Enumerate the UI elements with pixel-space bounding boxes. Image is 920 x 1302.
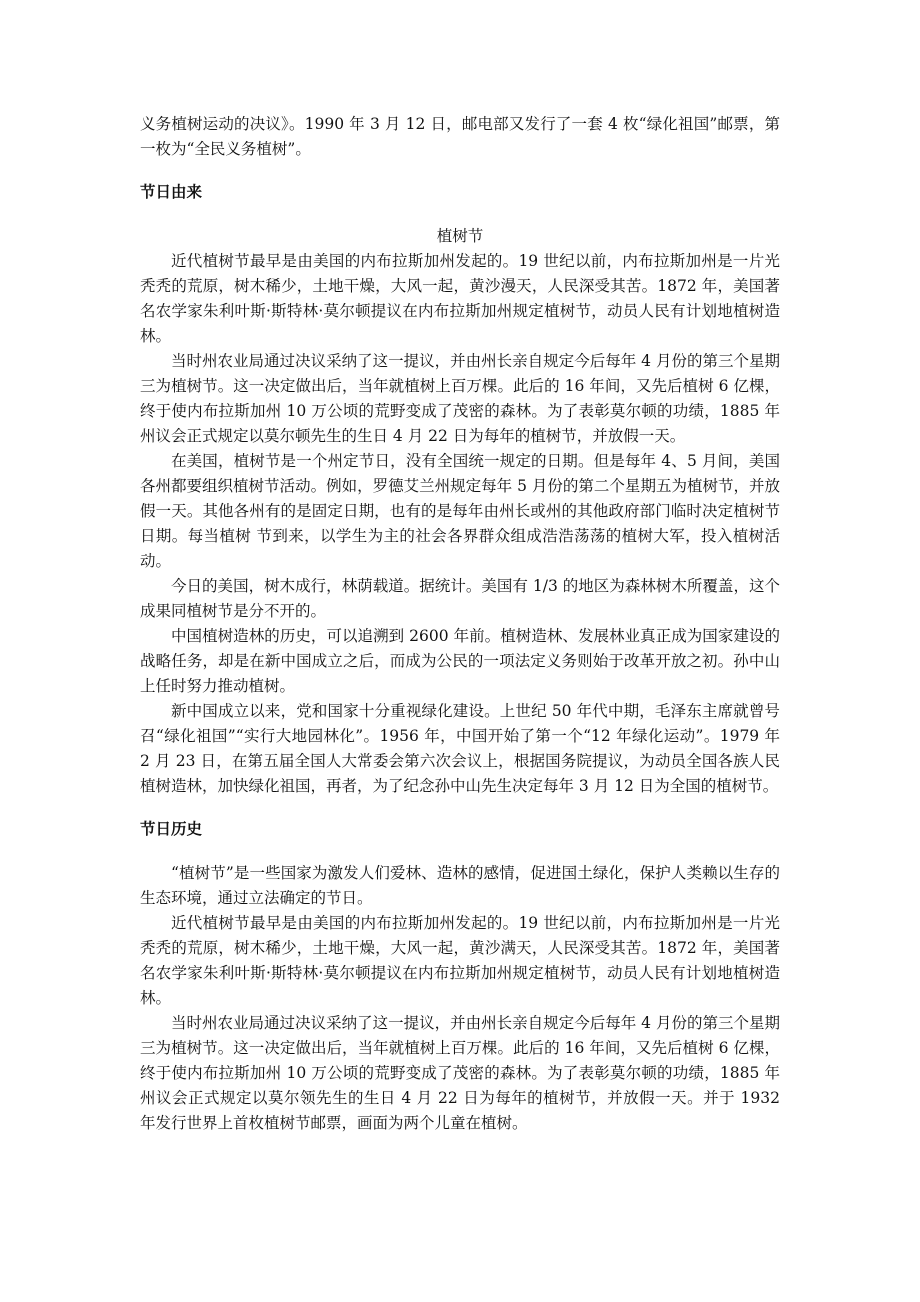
origin-paragraph-5: 中国植树造林的历史，可以追溯到 2600 年前。植树造林、发展林业真正成为国家建设的战略任务，却是在新中国成立之后，而成为公民的一项法定义务则始于改革开放之初。孙中山上任时努力推动植树。	[140, 627, 780, 695]
section-heading-origin: 节日由来	[140, 183, 203, 201]
history-paragraph-2: 近代植树节最早是由美国的内布拉斯加州发起的。19 世纪以前，内布拉斯加州是一片光秃秃的荒原，树木稀少，土地干燥，大风一起，黄沙满天，人民深受其苦。1872 年，美国著名农学家朱利叶斯·斯特林·莫尔顿提议在内布拉斯加州规定植树节，动员人民有计划地植树造林。	[140, 914, 780, 1007]
origin-paragraph-4: 今日的美国，树木成行，林荫载道。据统计。美国有 1/3 的地区为森林树木所覆盖，这个成果同植树节是分不开的。	[140, 577, 780, 620]
document-page	[140, 112, 780, 1136]
intro-paragraph: 义务植树运动的决议》。1990 年 3 月 12 日，邮电部又发行了一套 4 枚“绿化祖国”邮票，第一枚为“全民义务植树”。	[140, 115, 780, 158]
origin-paragraph-6: 新中国成立以来，党和国家十分重视绿化建设。上世纪 50 年代中期，毛泽东主席就曾号召“绿化祖国”“实行大地园林化”。1956 年，中国开始了第一个“12 年绿化运动”。1979 年 2 月 23 日，在第五届全国人大常委会第六次会议上，根据国务院提议，为动员全国各族人民植树造林，加快绿化祖国，再者，为了纪念孙中山先生决定每年 3 月 12 日为全国的植树节。	[140, 702, 780, 795]
section-subtitle: 植树节	[436, 227, 484, 245]
origin-paragraph-1: 近代植树节最早是由美国的内布拉斯加州发起的。19 世纪以前，内布拉斯加州是一片光秃秃的荒原，树木稀少，土地干燥，大风一起，黄沙漫天，人民深受其苦。1872 年，美国著名农学家朱利叶斯·斯特林·莫尔顿提议在内布拉斯加州规定植树节，动员人民有计划地植树造林。	[140, 252, 780, 345]
history-paragraph-3: 当时州农业局通过决议采纳了这一提议，并由州长亲自规定今后每年 4 月份的第三个星期三为植树节。这一决定做出后，当年就植树上百万棵。此后的 16 年间，又先后植树 6 亿棵，终于使内布拉斯加州 10 万公顷的荒野变成了茂密的森林。为了表彰莫尔顿的功绩，1885 年州议会正式规定以莫尔领先生的生日 4 月 22 日为每年的植树节，并放假一天。并于 1932 年发行世界上首枚植树节邮票，画面为两个儿童在植树。	[140, 1014, 780, 1132]
history-paragraph-1: “植树节”是一些国家为激发人们爱林、造林的感情，促进国土绿化，保护人类赖以生存的生态环境，通过立法确定的节日。	[140, 864, 780, 907]
origin-paragraph-2: 当时州农业局通过决议采纳了这一提议，并由州长亲自规定今后每年 4 月份的第三个星期三为植树节。这一决定做出后，当年就植树上百万棵。此后的 16 年间，又先后植树 6 亿棵，终于使内布拉斯加州 10 万公顷的荒野变成了茂密的森林。为了表彰莫尔顿的功绩，1885 年州议会正式规定以莫尔顿先生的生日 4 月 22 日为每年的植树节，并放假一天。	[140, 352, 780, 445]
origin-paragraph-3: 在美国，植树节是一个州定节日，没有全国统一规定的日期。但是每年 4、5 月间，美国各州都要组织植树节活动。例如，罗德艾兰州规定每年 5 月份的第二个星期五为植树节，并放假一天。其他各州有的是固定日期，也有的是每年由州长或州的其他政府部门临时决定植树节日期。每当植树 节到来，以学生为主的社会各界群众组成浩浩荡荡的植树大军，投入植树活动。	[140, 452, 780, 570]
section-heading-history: 节日历史	[140, 820, 203, 838]
